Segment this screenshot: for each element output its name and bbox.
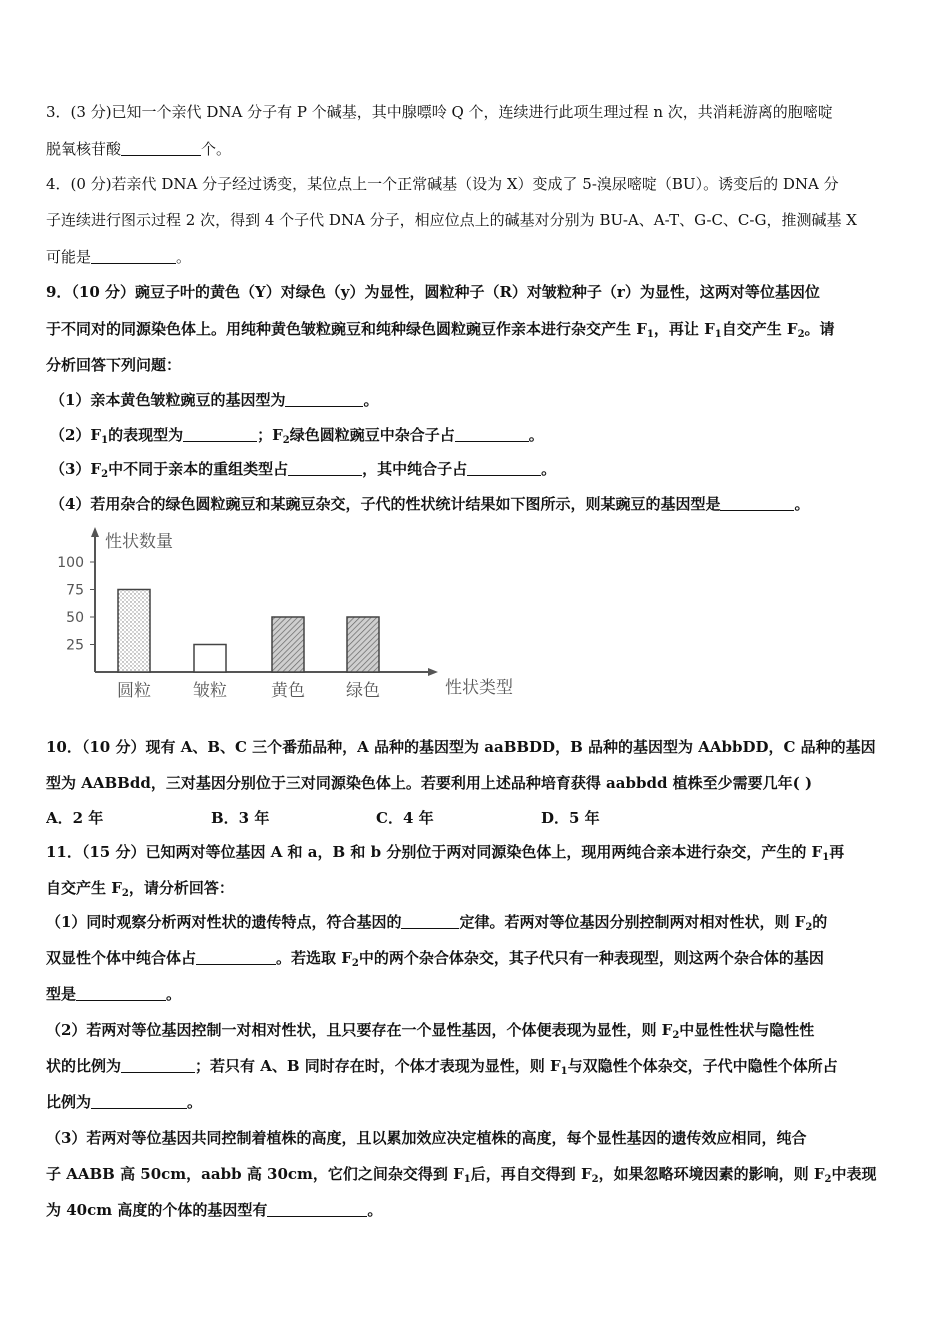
answer-blank[interactable]	[401, 912, 459, 929]
subscript: 2	[101, 469, 109, 480]
q11-text: 子 AABB 高 50cm，aabb 高 30cm，它们之间杂交得到 F	[46, 1165, 464, 1183]
q9-text: ，其中纯合子占	[362, 460, 468, 478]
q10-options	[46, 806, 908, 830]
q11-part2-line3	[46, 1090, 908, 1114]
q11-part2-line2	[46, 1054, 908, 1084]
answer-blank[interactable]	[121, 139, 201, 156]
q11-text: 状的比例为	[46, 1057, 122, 1075]
x-ticks	[117, 681, 380, 701]
subscript: 2	[824, 1174, 832, 1185]
q9-part1	[50, 388, 912, 412]
q11-part3-line3	[46, 1198, 908, 1222]
bar-2	[194, 645, 226, 673]
q9-text: 的表现型为	[108, 426, 184, 444]
q9-text: 。	[363, 391, 379, 409]
q4-line2: 子连续进行图示过程 2 次，得到 4 个子代 DNA 分子，相应位点上的碱基对分别为 BU-A、A-T、G-C、C-G，推测碱基 X	[46, 211, 857, 229]
q11-part1-line2	[46, 946, 908, 976]
answer-blank[interactable]	[183, 425, 257, 442]
q11-text: 中表现	[831, 1165, 877, 1183]
y-tick-label: 50	[66, 610, 84, 626]
trait-bar-chart	[50, 525, 550, 710]
q3-text: 脱氧核苷酸	[46, 140, 122, 158]
bar-1	[118, 590, 150, 673]
q9-text: 。请	[804, 320, 835, 338]
option-c[interactable]: C．4 年	[376, 809, 434, 827]
q11-text: 中显性性状与隐性性	[679, 1021, 815, 1039]
subscript: 1	[822, 852, 830, 863]
subscript: 2	[351, 958, 359, 969]
q11-text: 后，再自交得到 F	[470, 1165, 592, 1183]
q11-text: 。	[166, 985, 182, 1003]
y-ticks	[57, 555, 95, 654]
q11-text: 11．（15 分）已知两对等位基因 A 和 a，B 和 b 分别位于两对同源染色体上，现用两纯合亲本进行杂交，产生的 F	[46, 843, 823, 861]
answer-blank[interactable]	[720, 494, 794, 511]
x-tick-label: 皱粒	[193, 681, 227, 701]
q9-line1: 9．（10 分）豌豆子叶的黄色（Y）对绿色（y）为显性，圆粒种子（R）对皱粒种子（r）为显性，这两对等位基因位	[46, 283, 820, 301]
q11-text: ；若只有 A、B 同时存在时，个体才表现为显性，则 F	[195, 1057, 561, 1075]
subscript: 2	[672, 1030, 680, 1041]
answer-blank[interactable]	[285, 390, 363, 407]
q11-line1	[46, 840, 908, 870]
q11-text: 与双隐性个体杂交，子代中隐性个体所占	[567, 1057, 838, 1075]
q4-text: 可能是	[46, 248, 92, 266]
subscript: 2	[121, 888, 129, 899]
subscript: 2	[591, 1174, 599, 1185]
q11-text: 为 40cm 高度的个体的基因型有	[46, 1201, 268, 1219]
q4-line1: 4．(0 分)若亲代 DNA 分子经过诱变，某位点上一个正常碱基（设为 X）变成了 5-溴尿嘧啶（BU）。诱变后的 DNA 分	[46, 175, 839, 193]
q11-text: 双显性个体中纯合体占	[46, 949, 197, 967]
q11-text: ，请分析回答：	[128, 879, 234, 897]
q3-line1: 3．(3 分)已知一个亲代 DNA 分子有 P 个碱基，其中腺嘌呤 Q 个，连续进行此项生理过程 n 次，共消耗游离的胞嘧啶	[46, 103, 833, 121]
x-axis-label: 性状类型	[445, 678, 513, 698]
subscript: 1	[646, 329, 654, 340]
q11-part1-line3	[46, 982, 908, 1006]
answer-blank[interactable]	[267, 1200, 367, 1217]
subscript: 1	[714, 329, 722, 340]
answer-blank[interactable]	[196, 948, 276, 965]
q9-line3: 分析回答下列问题：	[46, 356, 182, 374]
answer-blank[interactable]	[91, 247, 176, 264]
q11-part3-line1: （3）若两对等位基因共同控制着植株的高度，且以累加效应决定植株的高度，每个显性基因的遗传效应相同，纯合	[46, 1129, 807, 1147]
q4-line3	[46, 245, 908, 269]
answer-blank[interactable]	[467, 459, 541, 476]
y-tick-label: 75	[66, 582, 84, 599]
q9-text: 。	[528, 426, 544, 444]
q9-part2	[50, 423, 912, 453]
bar-4	[347, 617, 379, 672]
q9-text: ；F	[257, 426, 283, 444]
option-a[interactable]: A．2 年	[46, 809, 104, 827]
q9-line2	[46, 317, 908, 347]
subscript: 1	[463, 1174, 471, 1185]
y-tick-label: 25	[66, 637, 84, 654]
answer-blank[interactable]	[455, 425, 529, 442]
q11-text: ，如果忽略环境因素的影响，则 F	[598, 1165, 825, 1183]
q9-text: 绿色圆粒豌豆中杂合子占	[289, 426, 455, 444]
bars	[118, 590, 379, 673]
q9-text: 。	[541, 460, 557, 478]
q9-part3	[50, 457, 912, 487]
q9-text: 自交产生 F	[721, 320, 798, 338]
q4-text-end: 。	[176, 248, 192, 266]
q11-part2-line1	[46, 1018, 908, 1048]
bar-3	[272, 617, 304, 672]
q10-line1: 10．（10 分）现有 A、B、C 三个番茄品种，A 品种的基因型为 aaBBDD，B 品种的基因型为 AAbbDD，C 品种的基因	[46, 738, 876, 756]
option-b[interactable]: B．3 年	[211, 809, 270, 827]
q11-part1-line1	[46, 910, 908, 940]
q11-text: 中的两个杂合体杂交，其子代只有一种表现型，则这两个杂合体的基因	[358, 949, 824, 967]
subscript: 1	[101, 435, 109, 446]
q11-text: 自交产生 F	[46, 879, 122, 897]
q9-text: 于不同对的同源染色体上。用纯种黄色皱粒豌豆和纯种绿色圆粒豌豆作亲本进行杂交产生 F	[46, 320, 647, 338]
q11-text: 。	[187, 1093, 203, 1111]
q11-text: 。若选取 F	[276, 949, 352, 967]
q11-text: 再	[829, 843, 845, 861]
q11-part3-line2	[46, 1162, 908, 1192]
q10-line2: 型为 AABBdd，三对基因分别位于三对同源染色体上。若要利用上述品种培育获得 aabbdd 植株至少需要几年( )	[46, 774, 813, 792]
x-axis-arrow	[428, 668, 438, 676]
subscript: 2	[805, 922, 813, 933]
q9-text: 。	[794, 495, 810, 513]
option-d[interactable]: D．5 年	[541, 809, 600, 827]
q11-text: 的	[812, 913, 828, 931]
subscript: 1	[560, 1066, 568, 1077]
q11-text: 。	[367, 1201, 383, 1219]
x-tick-label: 绿色	[346, 681, 380, 701]
q9-text: （2）F	[50, 426, 102, 444]
y-tick-label: 100	[57, 555, 84, 571]
q11-text: （2）若两对等位基因控制一对相对性状，且只要存在一个显性基因，个体便表现为显性，则 F	[46, 1021, 673, 1039]
q9-text: ，再让 F	[653, 320, 715, 338]
answer-blank[interactable]	[121, 1056, 195, 1073]
x-tick-label: 黄色	[271, 681, 305, 701]
q11-line2	[46, 876, 908, 906]
subscript: 2	[282, 435, 290, 446]
q11-text: 定律。若两对等位基因分别控制两对相对性状，则 F	[459, 913, 806, 931]
q9-part4	[50, 492, 912, 516]
answer-blank[interactable]	[76, 984, 166, 1001]
q9-text: 中不同于亲本的重组类型占	[108, 460, 289, 478]
y-axis-label: 性状数量	[105, 532, 173, 552]
q9-text: （4）若用杂合的绿色圆粒豌豆和某豌豆杂交，子代的性状统计结果如下图所示，则某豌豆的基因型是	[50, 495, 721, 513]
q11-text: 比例为	[46, 1093, 92, 1111]
x-tick-label: 圆粒	[117, 681, 151, 701]
q9-text: （3）F	[50, 460, 102, 478]
q11-text: （1）同时观察分析两对性状的遗传特点，符合基因的	[46, 913, 402, 931]
answer-blank[interactable]	[91, 1092, 187, 1109]
q3-text-end: 个。	[201, 140, 232, 158]
q9-text: （1）亲本黄色皱粒豌豆的基因型为	[50, 391, 286, 409]
q11-text: 型是	[46, 985, 77, 1003]
answer-blank[interactable]	[288, 459, 362, 476]
y-axis-arrow	[91, 527, 99, 537]
subscript: 2	[797, 329, 805, 340]
q3-line2	[46, 137, 908, 161]
